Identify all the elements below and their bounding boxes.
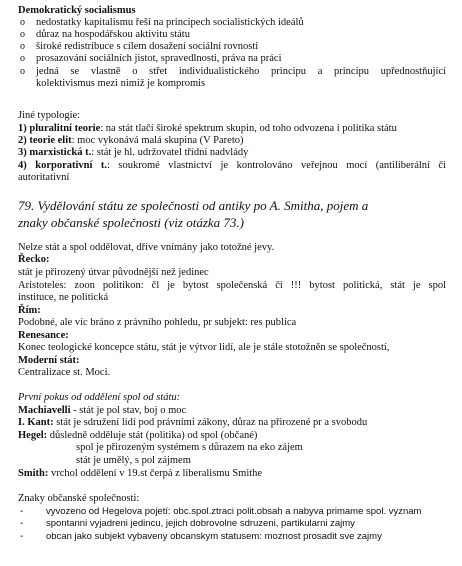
section-title-demsoc: Demokratický socialismus <box>18 5 136 16</box>
question-heading-cont: znaky občanské společnosti (viz otázka 73.) <box>18 215 245 230</box>
typology-text: : stát je hl. udržovatel třídní nadvlády <box>91 147 249 158</box>
typology-item <box>18 160 446 172</box>
civil-item: obcan jako subjekt vybaveny obcanskym statusem: moznost prosadit sve zajmy <box>46 531 382 542</box>
typology-text: : moc vykonává malá skupina (V Pareto) <box>71 135 244 146</box>
demsoc-item: nedostatky kapitalismu řeší na principech socialistických ideálů <box>36 17 304 28</box>
dash-marker: - <box>20 518 24 529</box>
body-text: Centralizace st. Moci. <box>18 367 111 378</box>
person-text: - stát je pol stav, boj o moc <box>70 405 187 416</box>
typology-term: pluralitní teorie <box>29 123 101 134</box>
person-name: I. Kant: <box>18 417 54 428</box>
demsoc-item: prosazování sociálních jistot, spravedlnosti, práva na práci <box>36 53 282 64</box>
civil-item: spontanni vyjadreni jedincu, jejich dobrovolne sdruzeni, partikularni zajmy <box>46 518 355 529</box>
typology-item <box>18 147 248 159</box>
bullet-marker: o <box>20 66 25 77</box>
civil-title: Znaky občanské společnosti: <box>18 493 140 504</box>
typology-term: korporativní t. <box>35 160 108 171</box>
person-text: vrchol oddělení v 19.st čerpá z liberalismu Smithe <box>48 468 263 479</box>
separation-item <box>18 417 367 429</box>
subheading-modern-state: Moderní stát: <box>18 355 80 366</box>
typology-item-cont: autoritativní <box>18 172 70 183</box>
typology-num: 3) <box>18 147 30 158</box>
bullet-marker: o <box>20 17 25 28</box>
typology-num: 1) <box>18 123 30 134</box>
demsoc-item: důraz na hospodářskou aktivitu státu <box>36 29 190 40</box>
bullet-marker: o <box>20 29 25 40</box>
subheading-renaissance: Renesance: <box>18 330 69 341</box>
typology-intro: Jiné typologie: <box>18 110 81 121</box>
typology-item <box>18 123 397 135</box>
person-text: důsledně odděluje stát (politika) od spol (občané) <box>47 430 258 441</box>
dash-marker: - <box>20 506 24 517</box>
body-text: stát je přirozený útvar původnější než jedinec <box>18 267 209 278</box>
bullet-marker: o <box>20 41 25 52</box>
separation-item-cont: stát je umělý, s pol zájmem <box>76 455 191 466</box>
typology-text: : na stát tlačí široké spektrum skupin, od toho odvozena i politika státu <box>100 123 397 134</box>
separation-item-cont: spol je přirozeným systémem s důrazem na eko zájem <box>76 442 303 453</box>
civil-item: vyvozeno od Hegelova pojetí: obc.spol.ztraci polit.obsah a nabyva primame spol. vyznam <box>46 506 422 517</box>
question-heading: 79. Vydělování státu ze společnosti od antiky po A. Smitha, pojem a <box>18 198 369 213</box>
demsoc-item: široké redistribuce s cílem dosažení sociální rovnosti <box>36 41 259 52</box>
typology-text: : soukromé vlastnictví je kontrolováno veřejnou mocí (antiliberální či <box>107 160 447 171</box>
person-name: Machiavelli <box>18 405 71 416</box>
typology-term: marxistická t. <box>29 147 92 158</box>
typology-num: 2) <box>18 135 30 146</box>
demsoc-item-cont: kolektivismus mezi nimiž je kompromis <box>36 78 206 89</box>
person-name: Smith: <box>18 468 49 479</box>
typology-num: 4) <box>18 160 36 171</box>
body-text: Nelze stát a spol oddělovat, dříve vnímány jako totožné jevy. <box>18 242 275 253</box>
bullet-marker: o <box>20 53 25 64</box>
separation-title: První pokus od oddělení spol od státu: <box>18 392 181 403</box>
typology-term: teorie elit <box>29 135 72 146</box>
body-text: Konec teologické koncepce státu, stát je výtvor lidí, ale je stále stotožněn se společností, <box>18 342 390 353</box>
body-text: Aristoteles: zoon politikon: čl je bytost společenská či !!! bytost politická, stát je spol <box>18 280 446 291</box>
typology-item <box>18 135 244 147</box>
person-text: stát je sdružení lidí pod právními zákony, důraz na přirozené pr a svobodu <box>53 417 368 428</box>
person-name: Hegel: <box>18 430 48 441</box>
body-text: instituce, ne politická <box>18 292 109 303</box>
separation-item <box>18 405 186 417</box>
separation-item <box>18 430 257 442</box>
demsoc-item: jedná se vlastně o střet individualistického principu a principu upřednostňující <box>36 66 446 77</box>
subheading-greece: Řecko: <box>18 254 50 265</box>
separation-item <box>18 468 262 480</box>
dash-marker: - <box>20 531 24 542</box>
subheading-rome: Řím: <box>18 305 41 316</box>
body-text: Podobné, ale víc bráno z právního pohledu, pr subjekt: res publica <box>18 317 297 328</box>
